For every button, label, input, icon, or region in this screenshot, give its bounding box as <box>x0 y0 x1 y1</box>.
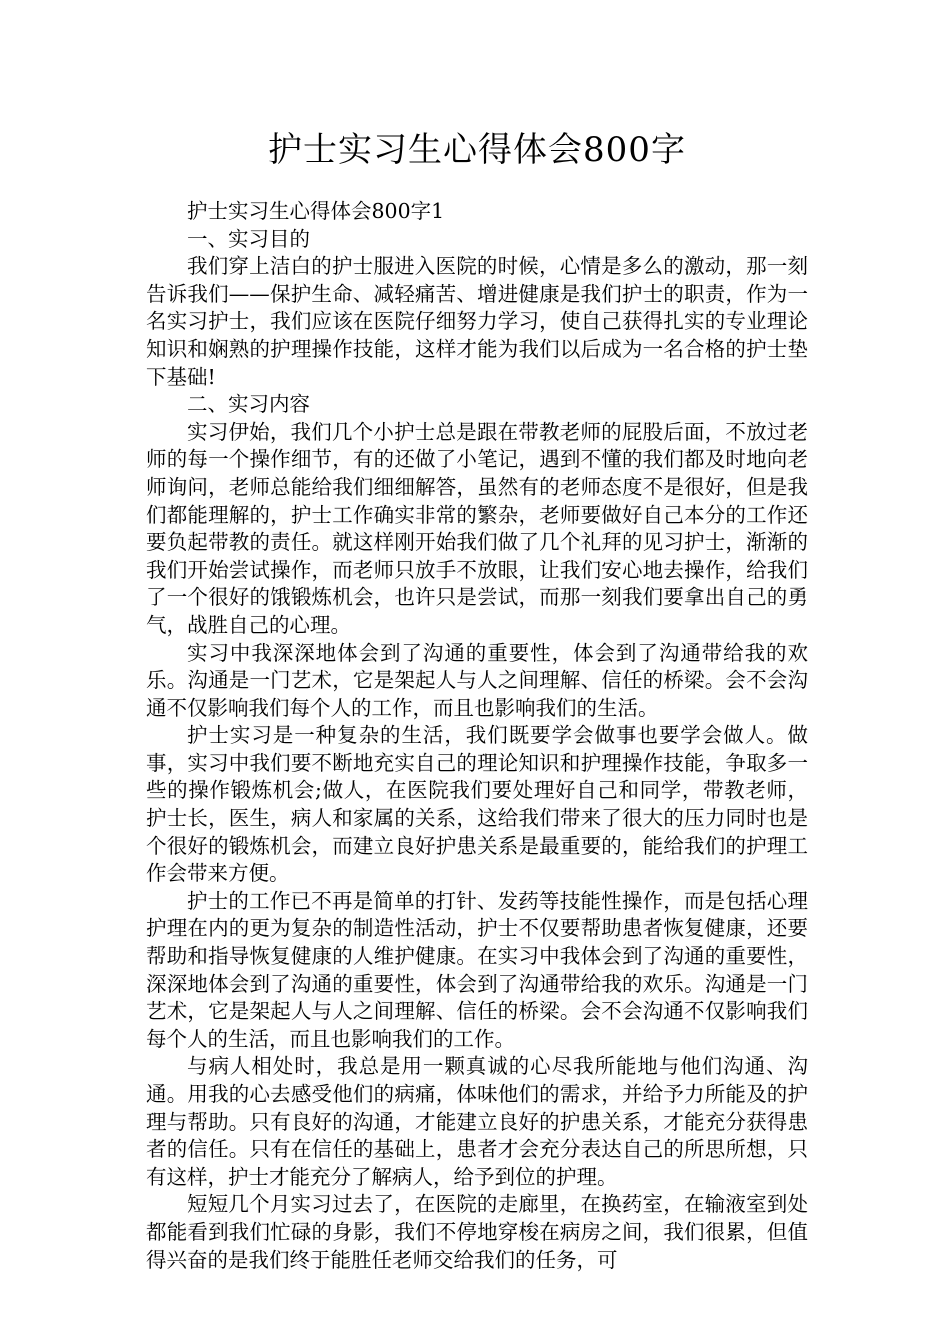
section-heading: 护士实习生心得体会800字1 <box>187 199 445 223</box>
section-heading: 一、实习目的 <box>187 226 310 251</box>
body-paragraph: 护士的工作已不再是简单的打针、发药等技能性操作，而是包括心理护理在内的更为复杂的制造性活动，护士不仅要帮助患者恢复健康，还要帮助和指导恢复健康的人维护健康。在实习中我体会到了沟通的重要性，深深地体会到了沟通的重要性，体会到了沟通带给我的欢乐。沟通是一门艺术，它是架起人与人之间理解、信任的桥梁。会不会沟通不仅影响我们每个人的生活，而且也影响我们的工作。 <box>146 888 808 1051</box>
body-paragraph: 我们穿上洁白的护士服进入医院的时候，心情是多么的激动，那一刻告诉我们——保护生命、减轻痛苦、增进健康是我们护士的职责，作为一名实习护士，我们应该在医院仔细努力学习，使自己获得扎实的专业理论知识和娴熟的护理操作技能，这样才能为我们以后成为一名合格的护士垫下基础! <box>146 254 808 389</box>
section-heading: 二、实习内容 <box>187 392 310 417</box>
body-paragraph: 短短几个月实习过去了，在医院的走廊里，在换药室，在输液室到处都能看到我们忙碌的身影，我们不停地穿梭在病房之间，我们很累，但值得兴奋的是我们终于能胜任老师交给我们的任务，可 <box>146 1192 808 1272</box>
body-paragraph: 实习伊始，我们几个小护士总是跟在带教老师的屁股后面，不放过老师的每一个操作细节，有的还做了小笔记，遇到不懂的我们都及时地向老师询问，老师总能给我们细细解答，虽然有的老师态度不是很好，但是我们都能理解的，护士工作确实非常的繁杂，老师要做好自己本分的工作还要负起带教的责任。就这样刚开始我们做了几个礼拜的见习护士，渐渐的我们开始尝试操作，而老师只放手不放眼，让我们安心地去操作，给我们了一个很好的饿锻炼机会，也许只是尝试，而那一刻我们要拿出自己的勇气，战胜自己的心理。 <box>146 419 808 637</box>
document-title: 护士实习生心得体会800字 <box>268 130 686 170</box>
document-body <box>146 198 808 1274</box>
body-paragraph: 护士实习是一种复杂的生活，我们既要学会做事也要学会做人。做事，实习中我们要不断地充实自己的理论知识和护理操作技能，争取多一些的操作锻炼机会;做人，在医院我们要处理好自己和同学，带教老师，护士长，医生，病人和家属的关系，这给我们带来了很大的压力同时也是个很好的锻炼机会，而建立良好护患关系是最重要的，能给我们的护理工作会带来方便。 <box>146 723 808 886</box>
body-paragraph: 实习中我深深地体会到了沟通的重要性，体会到了沟通带给我的欢乐。沟通是一门艺术，它是架起人与人之间理解、信任的桥梁。会不会沟通不仅影响我们每个人的工作，而且也影响我们的生活。 <box>146 640 808 720</box>
body-paragraph: 与病人相处时，我总是用一颗真诚的心尽我所能地与他们沟通、沟通。用我的心去感受他们的病痛，体味他们的需求，并给予力所能及的护理与帮助。只有良好的沟通，才能建立良好的护患关系，才能充分获得患者的信任。只有在信任的基础上，患者才会充分表达自己的所思所想，只有这样，护士才能充分了解病人，给予到位的护理。 <box>146 1054 808 1189</box>
